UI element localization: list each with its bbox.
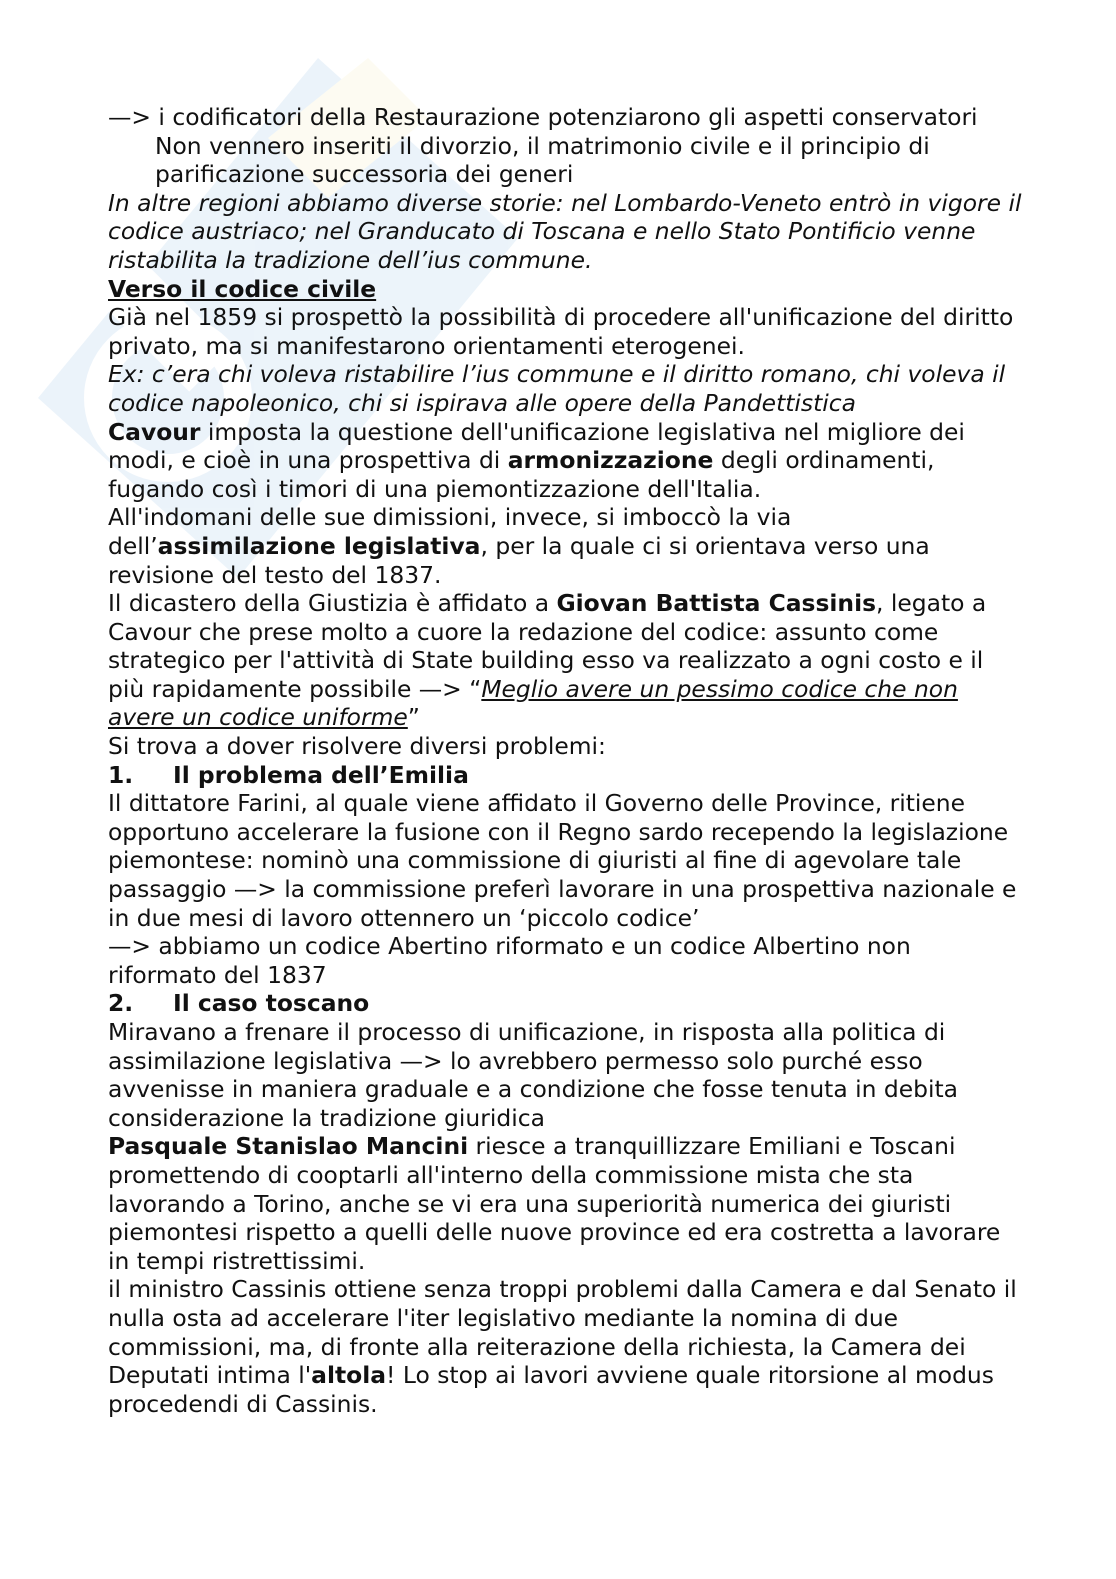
document-page: [108, 103, 1023, 1418]
italic-note-regioni: In altre regioni abbiamo diverse storie: nel Lombardo-Veneto entrò in vigore il codice austriaco; nel Granducato di Toscana e nello Stato Pontificio venne ristabilita la tradizione dell’ius commune.: [108, 188, 1022, 274]
numbered-heading-emilia: 1. Il problema dell’Emilia: [108, 760, 469, 789]
italic-example: Ex: c’era chi voleva ristabilire l’ius commune e il diritto romano, chi voleva il codice napoleonico, chi si ispirava alle opere della Pandettistica: [108, 360, 1006, 417]
paragraph-cavour: Cavour imposta la questione dell'unificazione legislativa nel migliore dei modi, e cioè in una prospettiva di armonizzazione degli ordinamenti, fugando così i timori di una piemontizzazione dell'Italia.: [108, 417, 965, 503]
bullet-item: Non vennero inseriti il divorzio, il matrimonio civile e il principio di parificazione successoria dei generi: [108, 132, 1023, 189]
paragraph-emilia: Il dittatore Farini, al quale viene affidato il Governo delle Province, ritiene opportuno accelerare la fusione con il Regno sardo recependo la legislazione piemontese: nominò una commissione di giuristi al fine di agevolare tale passaggio —> la commissione preferì lavorare in una prospettiva nazionale e in due mesi di lavoro ottennero un ‘piccolo codice’: [108, 789, 1017, 932]
bullet-glyph-icon: [108, 132, 155, 189]
paragraph-mancini: Pasquale Stanislao Mancini riesce a tranquillizzare Emiliani e Toscani promettendo di cooptarli all'interno della commissione mista che sta lavorando a Torino, anche se vi era una superiorità numerica dei giuristi piemontesi rispetto a quelli delle nuove province ed era costretta a lavorare in tempi ristrettissimi.: [108, 1132, 1001, 1275]
paragraph-1859: Già nel 1859 si prospettò la possibilità di procedere all'unificazione del diritto privato, ma si manifestarono orientamenti eterogenei.: [108, 303, 1014, 360]
section-heading: Verso il codice civile: [108, 274, 377, 303]
paragraph-emilia-2: —> abbiamo un codice Abertino riformato e un codice Albertino non riformato del 1837: [108, 932, 911, 989]
paragraph-cassinis: Il dicastero della Giustizia è affidato a Giovan Battista Cassinis, legato a Cavour che prese molto a cuore la redazione del codice: assunto come strategico per l'attività di State building esso va realizzato a ogni costo e il più rapidamente possibile —> “Meglio avere un pessimo codice che non avere un codice uniforme”: [108, 589, 987, 732]
quote-codice: Meglio avere un pessimo codice che non avere un codice uniforme: [108, 674, 958, 732]
paragraph-ministro: il ministro Cassinis ottiene senza troppi problemi dalla Camera e dal Senato il nulla osta ad accelerare l'iter legislativo mediante la nomina di due commissioni, ma, di fronte alla reiterazione della richiesta, la Camera dei Deputati intima l'altola! Lo stop ai lavori avviene quale ritorsione al modus procedendi di Cassinis.: [108, 1275, 1017, 1418]
line-conservatori: —> i codificatori della Restaurazione potenziarono gli aspetti conservatori: [108, 103, 978, 131]
paragraph-toscano: Miravano a frenare il processo di unificazione, in risposta alla politica di assimilazione legislativa —> lo avrebbero permesso solo purché esso avvenisse in maniera graduale e a condizione che fosse tenuta in debita considerazione la tradizione giuridica: [108, 1018, 958, 1132]
paragraph-dimissioni: All'indomani delle sue dimissioni, invece, si imboccò la via dell’assimilazione legislativa, per la quale ci si orientava verso una revisione del testo del 1837.: [108, 503, 930, 589]
paragraph-problemi: Si trova a dover risolvere diversi problemi:: [108, 732, 606, 761]
numbered-heading-toscano: 2. Il caso toscano: [108, 989, 370, 1018]
